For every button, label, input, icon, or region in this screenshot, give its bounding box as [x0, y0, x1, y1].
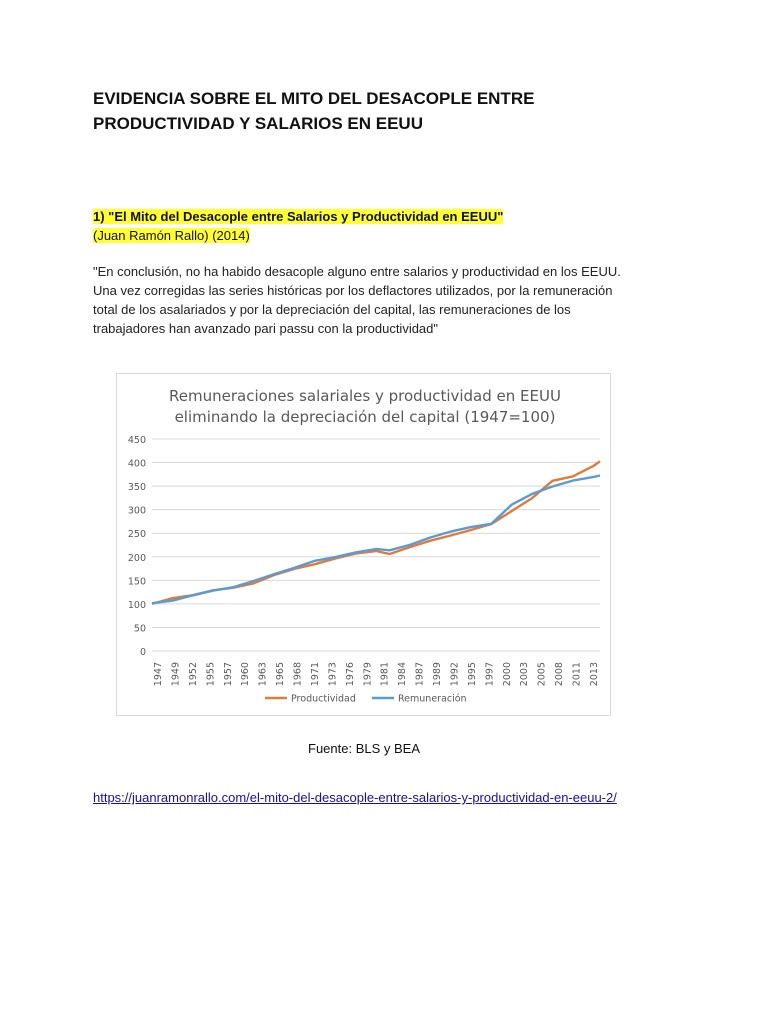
y-tick-label: 350 — [127, 482, 146, 494]
document-title-line-1: EVIDENCIA SOBRE EL MITO DEL DESACOPLE ENTRE — [93, 89, 535, 108]
chart-title-line-2: eliminando la depreciación del capital (1947=100) — [174, 408, 556, 426]
x-tick-label: 1984 — [397, 662, 409, 687]
legend-label: Productividad — [291, 693, 356, 705]
x-tick-label: 1963 — [257, 662, 269, 687]
y-tick-label: 200 — [127, 552, 146, 564]
section-author: (Juan Ramón Rallo) (2014) — [93, 228, 250, 243]
x-tick-label: 2011 — [571, 662, 583, 687]
legend-label: Remuneración — [398, 693, 467, 705]
x-tick-label: 1952 — [187, 662, 199, 687]
document-title — [93, 86, 653, 136]
x-tick-label: 1992 — [449, 662, 461, 687]
chart-figure — [116, 373, 611, 716]
chart-svg — [117, 374, 612, 717]
quote-line-3: total de los asalariados y por la depreciación del capital, las remuneraciones de los — [93, 302, 571, 317]
x-tick-label: 1955 — [205, 662, 217, 687]
x-tick-label: 2000 — [501, 662, 513, 687]
y-tick-label: 50 — [133, 623, 146, 635]
document-title-line-2: PRODUCTIVIDAD Y SALARIOS EN EEUU — [93, 114, 423, 133]
quote-line-2: Una vez corregidas las series históricas por los deflactores utilizados, por la remuneración — [93, 283, 613, 298]
y-tick-label: 300 — [127, 505, 146, 517]
x-tick-label: 2008 — [554, 662, 566, 687]
x-tick-label: 1960 — [240, 662, 252, 687]
x-tick-label: 1957 — [222, 662, 234, 687]
article-link[interactable]: https://juanramonrallo.com/el-mito-del-desacople-entre-salarios-y-productividad-en-eeuu-2/ — [93, 790, 617, 805]
y-tick-label: 100 — [127, 599, 146, 611]
x-tick-label: 2005 — [536, 662, 548, 687]
x-tick-label: 1981 — [379, 662, 391, 687]
x-tick-label: 1997 — [484, 662, 496, 687]
y-tick-label: 400 — [127, 458, 146, 470]
quote-paragraph — [93, 262, 683, 338]
x-tick-label: 1976 — [344, 662, 356, 687]
section-heading: 1) "El Mito del Desacople entre Salarios y Productividad en EEUU" — [93, 209, 504, 224]
x-tick-label: 2003 — [519, 662, 531, 687]
x-tick-label: 1971 — [309, 662, 321, 687]
x-tick-label: 1973 — [327, 662, 339, 687]
y-tick-label: 450 — [127, 435, 146, 446]
y-tick-label: 250 — [127, 529, 146, 541]
x-tick-label: 1947 — [153, 662, 164, 687]
source-caption: Fuente: BLS y BEA — [308, 741, 421, 756]
x-tick-label: 1968 — [292, 662, 304, 687]
x-tick-label: 1979 — [362, 662, 374, 687]
x-tick-label: 1995 — [466, 662, 478, 687]
y-tick-label: 150 — [127, 576, 146, 588]
x-tick-label: 1989 — [432, 662, 444, 687]
chart-title-line-1: Remuneraciones salariales y productividad en EEUU — [169, 387, 561, 405]
x-tick-label: 2013 — [589, 662, 600, 687]
x-tick-label: 1965 — [275, 662, 287, 687]
quote-line-1: "En conclusión, no ha habido desacople alguno entre salarios y productividad en los EEUU. — [93, 264, 621, 279]
x-tick-label: 1949 — [170, 662, 182, 687]
x-tick-label: 1987 — [414, 662, 426, 687]
y-tick-label: 0 — [139, 647, 146, 658]
section-heading-block — [93, 207, 503, 245]
series-line-productividad — [152, 461, 600, 604]
quote-line-4: trabajadores han avanzado pari passu con la productividad" — [93, 321, 439, 336]
series-line-remuneracion — [152, 476, 600, 604]
